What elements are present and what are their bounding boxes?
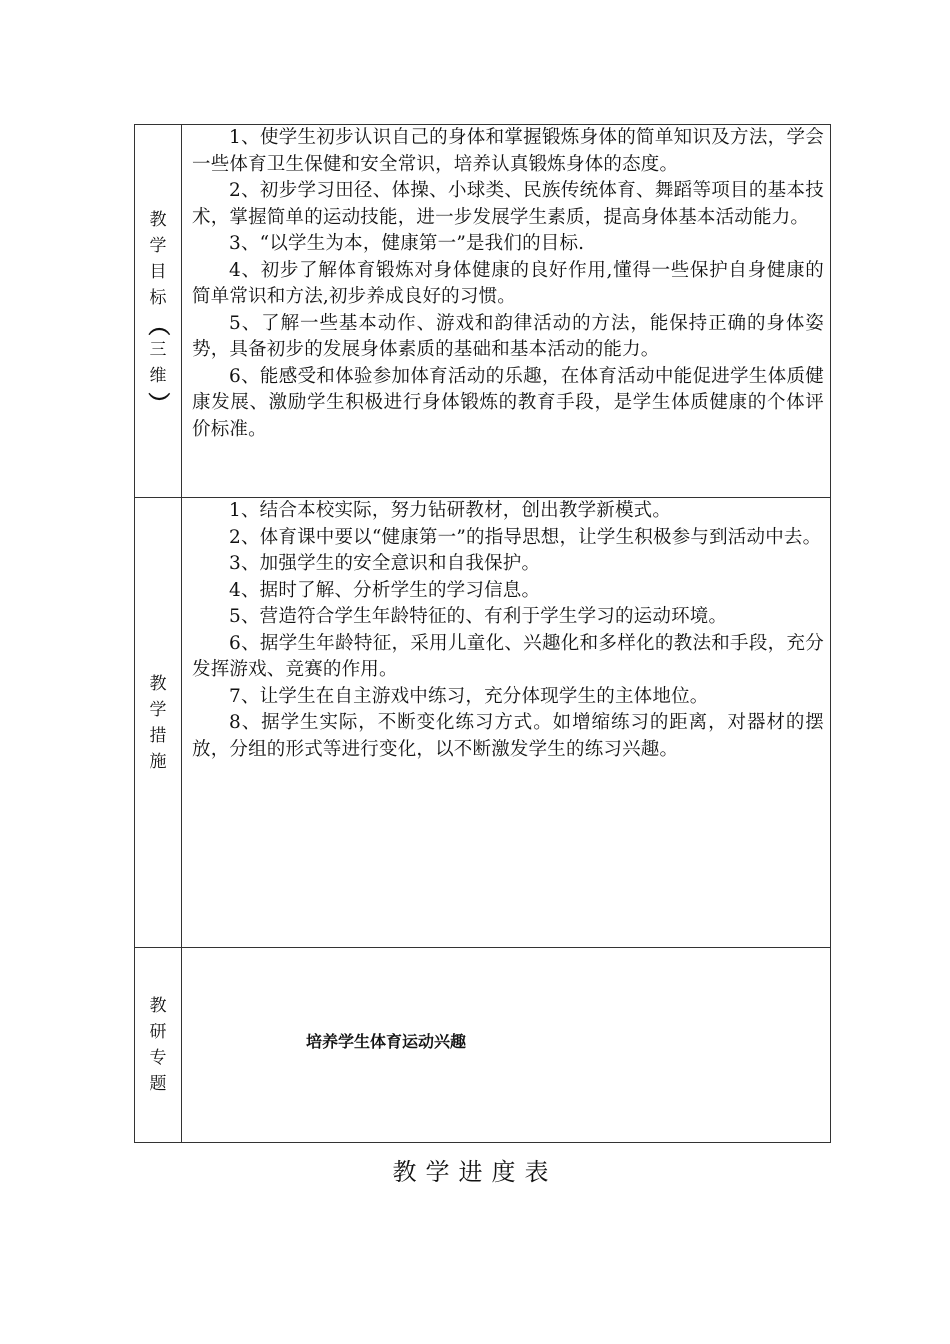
measures-label-char: 措 (149, 725, 167, 746)
goal-item: 5、了解一些基本动作、游戏和韵律活动的方法，能保持正确的身体姿势，具备初步的发展身体素质的基础和基本活动的能力。 (192, 312, 824, 360)
goal-item: 1、使学生初步认识自己的身体和掌握锻炼身体的简单知识及方法，学会一些体育卫生保健和安全常识，培养认真锻炼身体的态度。 (192, 127, 824, 175)
research-label-char: 教 (149, 996, 167, 1016)
research-content-cell (182, 948, 831, 1143)
goal-item: 6、能感受和体验参加体育活动的乐趣，在体育活动中能促进学生体质健康发展、激励学生积极进行身体锻炼的教育手段，是学生体质健康的个体评价标准。 (192, 365, 824, 440)
goals-label-char: 目 (149, 262, 167, 282)
goals-label-char: 教 (149, 210, 167, 230)
measures-row (135, 498, 831, 948)
goals-content-cell (182, 125, 831, 498)
goals-label-bracket-close: ） (145, 392, 171, 415)
research-label-char: 研 (149, 1022, 167, 1042)
measures-label (148, 671, 168, 775)
research-label-char: 题 (149, 1074, 167, 1094)
measure-item: 1、结合本校实际，努力钻研教材，创出教学新模式。 (229, 500, 672, 521)
page-title: 教学进度表 (392, 1158, 558, 1186)
measure-item: 2、体育课中要以“健康第一”的指导思想，让学生积极参与到活动中去。 (229, 526, 822, 548)
research-label-cell (135, 948, 182, 1143)
measure-item: 8、据学生实际，不断变化练习方式。如增缩练习的距离，对器材的摆放，分组的形式等进行变化，以不断激发学生的练习兴趣。 (192, 712, 824, 760)
goal-item: 4、初步了解体育锻炼对身体健康的良好作用,懂得一些保护自身健康的简单常识和方法,初步养成良好的习惯。 (192, 259, 824, 307)
goals-row (135, 125, 831, 498)
teaching-plan-table (134, 124, 831, 1143)
goals-label-char: 学 (149, 236, 167, 256)
measure-item: 7、让学生在自主游戏中练习，充分体现学生的主体地位。 (229, 685, 709, 707)
research-row (135, 948, 831, 1143)
goal-item: 2、初步学习田径、体操、小球类、民族传统体育、舞蹈等项目的基本技术，掌握简单的运动技能，进一步发展学生素质，提高身体基本活动能力。 (192, 180, 824, 228)
measures-label-char: 教 (149, 673, 167, 694)
goals-label (145, 207, 171, 415)
research-label-char: 专 (149, 1048, 167, 1068)
measures-label-char: 施 (149, 751, 167, 772)
measure-item: 3、加强学生的安全意识和自我保护。 (229, 553, 541, 574)
measures-label-char: 学 (149, 699, 167, 720)
goal-item: 3、“以学生为本，健康第一”是我们的目标. (229, 233, 585, 254)
goals-label-char: 标 (149, 288, 167, 308)
goals-label-bracket-open: （ (145, 314, 171, 337)
measure-item: 6、据学生年龄特征，采用儿童化、兴趣化和多样化的教法和手段，充分发挥游戏、竞赛的作用。 (192, 632, 824, 680)
research-label (148, 993, 168, 1097)
measures-label-cell (135, 498, 182, 948)
goals-label-char: 三 (149, 340, 167, 360)
goals-label-cell (135, 125, 182, 498)
measure-item: 4、据时了解、分析学生的学习信息。 (229, 579, 541, 601)
goals-label-char: 维 (149, 366, 167, 386)
measure-item: 5、营造符合学生年龄特征的、有利于学生学习的运动环境。 (229, 606, 728, 627)
measures-content-cell (182, 498, 831, 948)
research-topic: 培养学生体育运动兴趣 (306, 1032, 467, 1051)
